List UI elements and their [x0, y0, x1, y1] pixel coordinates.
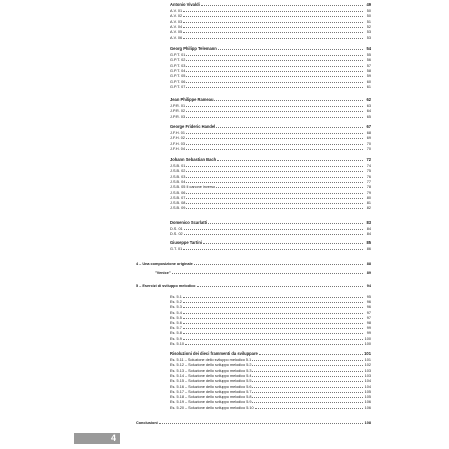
toc-entry	[170, 195, 371, 200]
dot-leader	[186, 179, 363, 183]
page-ref: 102	[364, 363, 371, 368]
entry-title: Antonio Vivaldi	[170, 2, 200, 7]
toc-entry	[170, 179, 371, 184]
dot-leader	[183, 299, 363, 303]
entry-title: Es. 5.5	[170, 315, 182, 320]
entry-title: Es. 5.4	[170, 310, 182, 315]
entry-title: Es. 5.8	[170, 331, 182, 336]
page-ref: 79	[366, 190, 371, 195]
page-number-box	[74, 433, 120, 444]
entry-title: Es. 5.2	[170, 300, 182, 305]
venice-entry	[155, 270, 371, 275]
entry-title: A.V. 06	[170, 35, 183, 40]
dot-leader	[214, 97, 363, 101]
dot-leader	[186, 174, 363, 178]
solution-entry	[170, 399, 371, 404]
entry-title: 5 – Esercizi di sviluppo melodico	[136, 284, 196, 288]
entry-title: G.P.T. 05	[170, 74, 186, 79]
page-ref: 83	[366, 220, 371, 225]
entry-title: 4 – Una composizione originale	[136, 262, 193, 266]
page-ref: 63	[366, 104, 371, 108]
entry-title: J.S.B. 08	[170, 201, 186, 206]
entry-title: Es. 5.10	[170, 341, 184, 346]
entry-title: G.P.T. 04	[170, 68, 186, 73]
entry-title: Es. 5.3	[170, 305, 182, 310]
dot-leader	[183, 294, 363, 298]
dot-leader	[186, 135, 363, 139]
dot-leader	[183, 330, 363, 334]
page-ref: 104	[364, 379, 371, 384]
exercise-entry	[170, 341, 371, 346]
entry-title: Es. 5.7	[170, 326, 182, 331]
page-ref: 85	[366, 240, 371, 245]
entry-title: Giuseppe Tartini	[170, 240, 202, 245]
chapter-5-entry	[136, 283, 371, 288]
solution-entry	[170, 389, 371, 394]
entry-title: Es. 5.18 – Soluzione dello sviluppo melodico 5.8	[170, 395, 252, 400]
entry-title: J.P.R. 01	[170, 104, 186, 108]
page-ref: 72	[366, 157, 371, 162]
toc-entry	[170, 73, 371, 78]
author-heading	[170, 2, 371, 7]
page-ref: 84	[366, 227, 371, 231]
dot-leader	[183, 310, 363, 314]
page-number: 4	[110, 433, 116, 443]
entry-title: G.T. 01	[170, 247, 183, 251]
solution-entry	[170, 373, 371, 378]
page-ref: 50	[366, 9, 371, 13]
page-ref: 60	[366, 79, 371, 84]
entry-title: Es. 5.19 – Soluzione dello sviluppo melodico 5.9	[170, 400, 252, 405]
toc-entry	[170, 24, 371, 29]
page-ref: 69	[366, 136, 371, 141]
toc-entry	[170, 52, 371, 57]
page-ref: 106	[364, 400, 371, 405]
page-ref: 96	[366, 305, 371, 310]
dot-leader	[183, 19, 363, 23]
solution-entry	[170, 357, 371, 362]
entry-title: J.S.B. 07	[170, 195, 186, 200]
conclusions-entry	[136, 420, 371, 425]
toc-entry	[170, 84, 371, 89]
dot-leader	[183, 29, 363, 33]
dot-leader	[186, 63, 363, 67]
dot-leader	[259, 351, 363, 355]
page-ref: 76	[366, 174, 371, 179]
page-ref: 78	[366, 185, 371, 190]
entry-title: Es. 5.16 – Soluzione dello sviluppo melodico 5.6	[170, 384, 252, 389]
toc-entry	[170, 246, 371, 251]
dot-leader	[186, 130, 363, 134]
dot-leader	[183, 8, 363, 12]
page-ref: 51	[366, 19, 371, 24]
dot-leader	[252, 373, 363, 377]
solution-entry	[170, 378, 371, 383]
solution-entry	[170, 368, 371, 373]
page-ref: 82	[366, 206, 371, 211]
author-heading	[170, 46, 371, 51]
entry-title: G.P.T. 06	[170, 79, 186, 84]
toc-entry	[170, 141, 371, 146]
entry-title: J.F.H. 01	[170, 131, 185, 135]
dot-leader	[186, 103, 363, 107]
page-ref: 100	[364, 341, 371, 346]
entry-title: J.F.H. 02	[170, 136, 185, 141]
page-ref: 59	[366, 74, 371, 79]
entry-title: A.V. 01	[170, 9, 183, 13]
page-ref: 98	[366, 321, 371, 325]
entry-title: Johann Sebastian Bach	[170, 157, 217, 162]
entry-title: Conclusioni	[136, 421, 158, 425]
page-ref: 70	[366, 141, 371, 146]
page-ref: 62	[366, 97, 371, 102]
dot-leader	[201, 2, 363, 6]
dot-leader	[183, 336, 363, 340]
page-ref: 67	[366, 124, 371, 129]
entry-title: J.S.B. 09	[170, 206, 186, 211]
entry-title: "Venice"	[155, 271, 171, 275]
page-ref: 88	[366, 262, 371, 266]
entry-title: A.V. 04	[170, 24, 183, 29]
entry-title: Es. 5.14 – Soluzione dello sviluppo melodico 5.4	[170, 373, 252, 378]
page-ref: 103	[364, 373, 371, 378]
dot-leader	[183, 315, 363, 319]
dot-leader	[252, 384, 363, 388]
dot-leader	[216, 124, 363, 128]
entry-title: J.S.B. 01	[170, 164, 186, 168]
page-ref: 57	[366, 63, 371, 68]
page-ref: 80	[366, 195, 371, 200]
page-ref: 97	[366, 310, 371, 315]
dot-leader	[183, 325, 363, 329]
toc-entry	[170, 57, 371, 62]
page-ref: 53	[366, 30, 371, 35]
dot-leader	[252, 378, 363, 382]
entry-title: Jean Philippe Rameau	[170, 97, 214, 102]
page-ref: 99	[366, 326, 371, 331]
entry-title: J.S.B. 05 Il canone inverso	[170, 185, 216, 190]
dot-leader	[252, 368, 363, 372]
dot-leader	[194, 261, 363, 265]
toc-entry	[170, 29, 371, 34]
solutions-heading	[170, 351, 371, 356]
page-ref: 95	[366, 295, 371, 299]
entry-title: G.P.T. 02	[170, 58, 186, 63]
dot-leader	[185, 341, 363, 345]
entry-title: J.F.H. 04	[170, 146, 185, 151]
page-ref: 94	[366, 284, 371, 288]
toc-entry	[170, 63, 371, 68]
dot-leader	[186, 190, 363, 194]
page-ref: 101	[364, 351, 371, 356]
entry-title: Es. 5.17 – Soluzione dello sviluppo melodico 5.7	[170, 389, 252, 394]
page-ref: 49	[366, 2, 371, 7]
dot-leader	[186, 84, 363, 88]
page-ref: 106	[364, 405, 371, 410]
page-ref: 81	[366, 201, 371, 206]
entry-title: J.S.B. 06	[170, 190, 186, 195]
entry-title: J.S.B. 02	[170, 169, 186, 174]
entry-title: G.P.T. 07	[170, 84, 186, 89]
entry-title: J.F.H. 03	[170, 141, 185, 146]
toc-entry	[170, 79, 371, 84]
page-ref: 55	[366, 53, 371, 57]
page-ref: 75	[366, 169, 371, 174]
dot-leader	[159, 420, 363, 424]
dot-leader	[197, 283, 363, 287]
page-ref: 53	[366, 35, 371, 40]
dot-leader	[252, 357, 363, 361]
dot-leader	[183, 304, 363, 308]
toc-entry	[170, 13, 371, 18]
dot-leader	[184, 226, 363, 230]
toc-entry	[170, 200, 371, 205]
entry-title: Domenico Scarlatti	[170, 220, 208, 225]
entry-title: G.P.T. 03	[170, 63, 186, 68]
toc-entry	[170, 168, 371, 173]
page-ref: 86	[366, 247, 371, 251]
toc-entry	[170, 114, 371, 119]
page-ref: 96	[366, 300, 371, 305]
toc-entry	[170, 68, 371, 73]
toc-entry	[170, 205, 371, 210]
author-heading	[170, 124, 371, 129]
toc-entry	[170, 35, 371, 40]
page-ref: 105	[364, 395, 371, 400]
entry-title: Es. 5.6	[170, 321, 182, 325]
entry-title: Es. 5.15 – Soluzione dello sviluppo melodico 5.5	[170, 379, 252, 384]
page-ref: 61	[366, 84, 371, 89]
dot-leader	[183, 13, 363, 17]
dot-leader	[208, 220, 363, 224]
toc-entry	[170, 130, 371, 135]
page-ref: 68	[366, 131, 371, 135]
dot-leader	[183, 320, 363, 324]
page-ref: 65	[366, 114, 371, 119]
entry-title: A.V. 02	[170, 14, 183, 19]
dot-leader	[186, 73, 363, 77]
solution-entry	[170, 384, 371, 389]
entry-title: D.S. 02	[170, 232, 183, 237]
toc-entry	[170, 103, 371, 108]
page-ref: 64	[366, 109, 371, 114]
toc-entry	[170, 226, 371, 231]
entry-title: Georg Philipp Telemann	[170, 46, 217, 51]
entry-title: Es. 5.20 – Soluzione dello sviluppo melodico 5.10	[170, 405, 254, 410]
entry-title: J.S.B. 04	[170, 179, 186, 184]
toc-entry	[170, 231, 371, 236]
dot-leader	[186, 146, 363, 150]
toc-entry	[170, 184, 371, 189]
entry-title: Es. 5.1	[170, 295, 182, 299]
dot-leader	[252, 394, 363, 398]
entry-title: Risoluzioni dei dieci frammenti da sviluppare	[170, 351, 258, 356]
page-ref: 99	[366, 331, 371, 336]
entry-title: J.S.B. 03	[170, 174, 186, 179]
dot-leader	[252, 362, 363, 366]
toc-entry	[170, 174, 371, 179]
dot-leader	[183, 24, 363, 28]
entry-title: Es. 5.11 – Soluzione dello sviluppo melodico 5.1	[170, 358, 252, 362]
page-ref: 58	[366, 68, 371, 73]
dot-leader	[186, 114, 363, 118]
page-ref: 105	[364, 389, 371, 394]
dot-leader	[186, 168, 363, 172]
entry-title: Es. 5.9	[170, 336, 182, 341]
dot-leader	[186, 79, 363, 83]
solution-entry	[170, 394, 371, 399]
dot-leader	[186, 57, 363, 61]
dot-leader	[255, 405, 363, 409]
page-ref: 70	[366, 146, 371, 151]
dot-leader	[183, 35, 363, 39]
toc-entry	[170, 135, 371, 140]
entry-title: J.P.R. 02	[170, 109, 186, 114]
author-heading	[170, 240, 371, 245]
dot-leader	[186, 68, 363, 72]
page-ref: 77	[366, 179, 371, 184]
page-ref: 74	[366, 164, 371, 168]
dot-leader	[172, 270, 363, 274]
dot-leader	[252, 399, 363, 403]
page-ref: 56	[366, 58, 371, 63]
solution-entry	[170, 362, 371, 367]
author-heading	[170, 220, 371, 225]
dot-leader	[186, 163, 363, 167]
dot-leader	[186, 195, 363, 199]
page-ref: 108	[364, 421, 371, 425]
solution-entry	[170, 405, 371, 410]
toc-entry	[170, 108, 371, 113]
page-ref: 50	[366, 14, 371, 19]
toc-entry	[170, 163, 371, 168]
dot-leader	[184, 231, 363, 235]
entry-title: G.P.T. 01	[170, 53, 186, 57]
dot-leader	[218, 46, 363, 50]
toc-entry	[170, 19, 371, 24]
page-ref: 52	[366, 24, 371, 29]
page-ref: 103	[364, 368, 371, 373]
toc-entry	[170, 8, 371, 13]
page-ref: 100	[364, 336, 371, 341]
dot-leader	[217, 157, 363, 161]
dot-leader	[183, 246, 363, 250]
dot-leader	[186, 141, 363, 145]
author-heading	[170, 97, 371, 102]
dot-leader	[203, 240, 363, 244]
entry-title: Es. 5.13 – Soluzione dello sviluppo melodico 5.3	[170, 368, 252, 373]
entry-title: J.P.R. 03	[170, 114, 186, 119]
entry-title: A.V. 05	[170, 30, 183, 35]
page-ref: 89	[366, 271, 371, 275]
dot-leader	[186, 200, 363, 204]
chapter-4-entry	[136, 261, 371, 266]
entry-title: Es. 5.12 – Soluzione dello sviluppo melodico 5.2	[170, 363, 252, 368]
page-ref: 104	[364, 384, 371, 389]
page-ref: 101	[364, 358, 371, 362]
author-heading	[170, 157, 371, 162]
dot-leader	[252, 389, 363, 393]
dot-leader	[186, 52, 363, 56]
entry-title: A.V. 03	[170, 19, 183, 24]
dot-leader	[186, 205, 363, 209]
dot-leader	[186, 108, 363, 112]
page-ref: 54	[366, 46, 371, 51]
dot-leader	[216, 184, 363, 188]
entry-title: George Frideric Handel	[170, 124, 216, 129]
toc-entry	[170, 190, 371, 195]
page-ref: 97	[366, 315, 371, 320]
entry-title: D.S. 01	[170, 227, 183, 231]
page-ref: 84	[366, 232, 371, 237]
toc-entry	[170, 146, 371, 151]
